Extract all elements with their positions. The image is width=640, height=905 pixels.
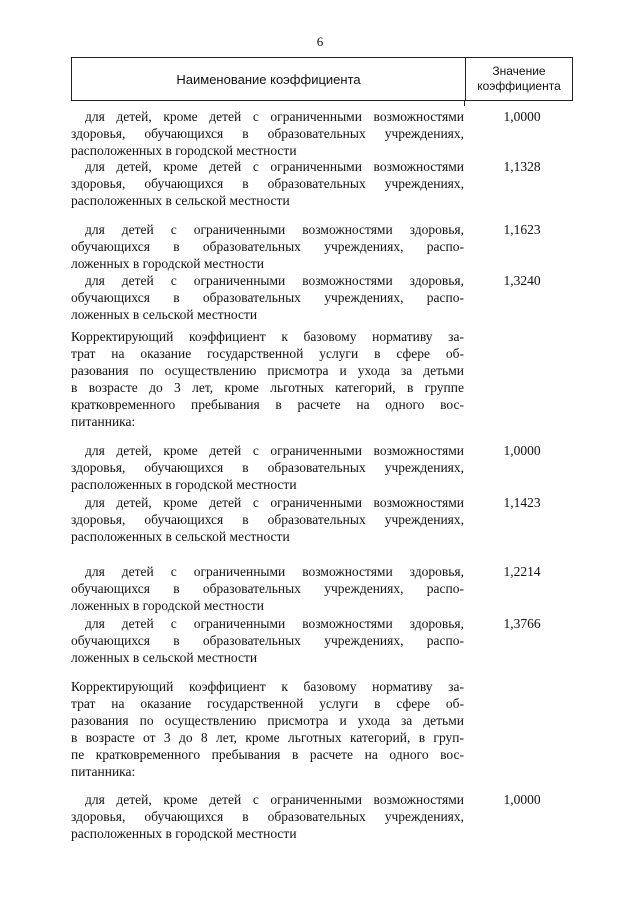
row-value: 1,0000	[503, 443, 541, 458]
row-value: 1,0000	[503, 109, 541, 124]
row-description: для детей, кроме детей с ограниченными возможностями здоровья, обучающихся в образовательных учреждениях, расположенных в сельской местности	[71, 159, 464, 208]
column-header-value	[466, 58, 572, 100]
row-description: для детей с ограниченными возможностями здоровья, обучающихся в образовательных учреждениях, распо- ложенных в сельской местности	[71, 616, 464, 665]
column-header-value-line2: коэффициента	[477, 79, 561, 93]
row-value: 1,3766	[503, 616, 541, 631]
table-header	[71, 57, 573, 101]
column-header-value-line1: Значение	[492, 64, 546, 78]
row-description: для детей, кроме детей с ограниченными возможностями здоровья, обучающихся в образовательных учреждениях, расположенных в городской местности	[71, 443, 464, 492]
row-value: 1,1623	[503, 222, 541, 237]
row-description: для детей с ограниченными возможностями здоровья, обучающихся в образовательных учреждениях, распо- ложенных в городской местности	[71, 222, 464, 271]
column-divider	[464, 100, 465, 106]
row-description: для детей, кроме детей с ограниченными возможностями здоровья, обучающихся в образовательных учреждениях, расположенных в сельской местности	[71, 495, 464, 544]
row-value: 1,1328	[503, 159, 541, 174]
row-description: для детей с ограниченными возможностями здоровья, обучающихся в образовательных учреждениях, распо- ложенных в городской местности	[71, 564, 464, 613]
row-description: для детей, кроме детей с ограниченными возможностями здоровья, обучающихся в образовательных учреждениях, расположенных в городской местности	[71, 792, 464, 841]
page-number: 6	[316, 34, 324, 49]
row-value: 1,1423	[503, 495, 541, 510]
row-value: 1,2214	[503, 564, 541, 579]
column-header-name: Наименование коэффициента	[72, 58, 466, 100]
section-paragraph: Корректирующий коэффициент к базовому нормативу за- трат на оказание государственной услуги в сфере об- разования по осуществлению присмотра и ухода за детьми в возрасте до 3 лет, кроме льготных категорий, в группе кратковременного пребывания в расчете на одного вос- питанника:	[71, 329, 464, 429]
section-paragraph: Корректирующий коэффициент к базовому нормативу за- трат на оказание государственной услуги в сфере об- разования по осуществлению присмотра и ухода за детьми в возрасте от 3 до 8 лет, кроме льготных категорий, в груп- пе кратковременного пребывания в расчете на одного вос- питанника:	[71, 679, 464, 779]
row-description: для детей с ограниченными возможностями здоровья, обучающихся в образовательных учреждениях, распо- ложенных в сельской местности	[71, 273, 464, 322]
row-description: для детей, кроме детей с ограниченными возможностями здоровья, обучающихся в образовательных учреждениях, расположенных в городской местности	[71, 109, 464, 158]
row-value: 1,3240	[503, 273, 541, 288]
row-value: 1,0000	[503, 792, 541, 807]
